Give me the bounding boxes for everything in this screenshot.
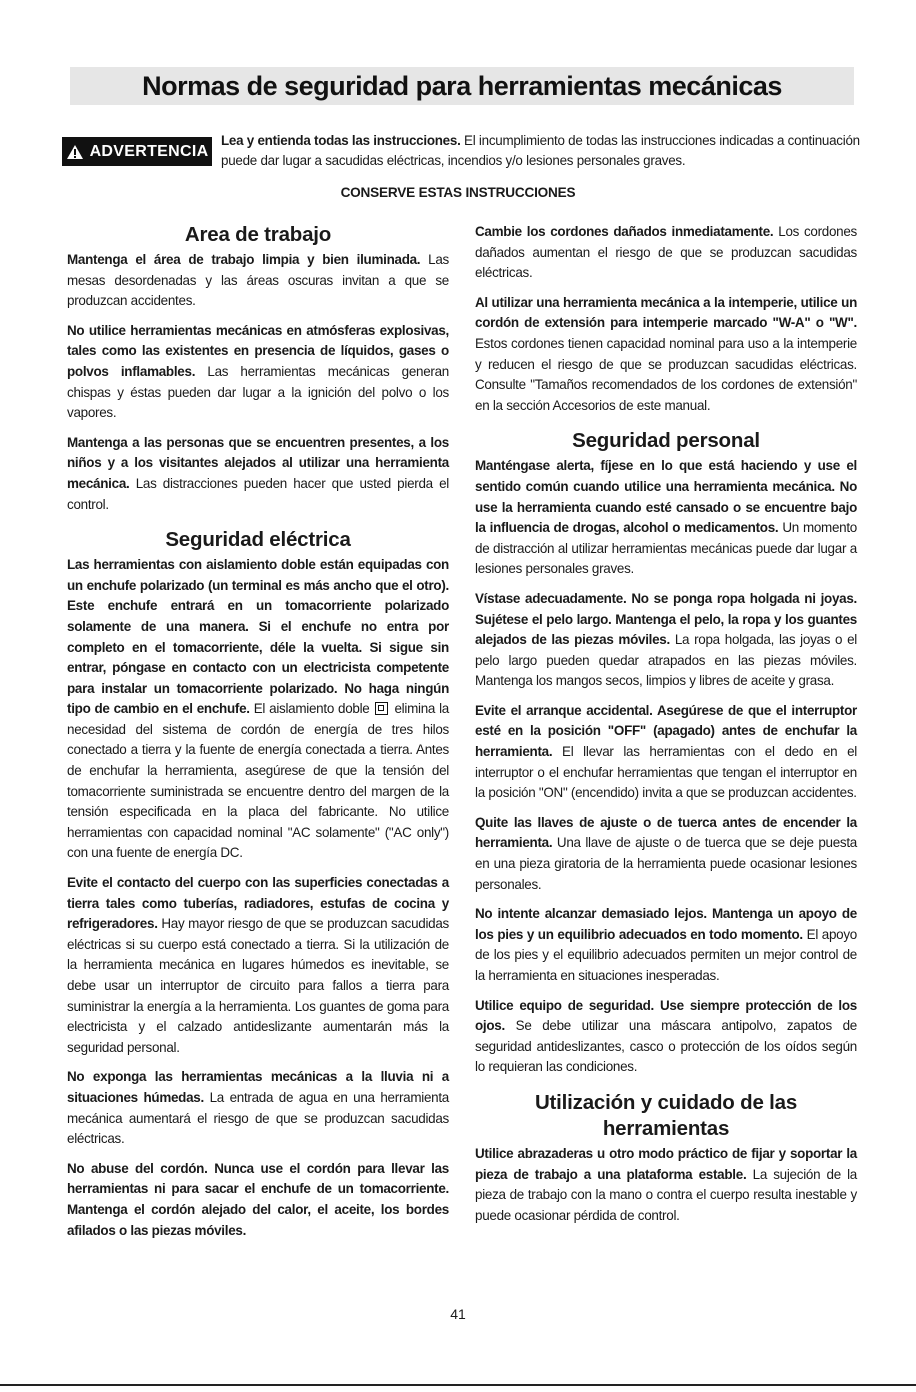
paragraph-lead: Mantenga el área de trabajo limpia y bien iluminada.	[67, 252, 421, 267]
paragraph-lead: Cambie los cordones dañados inmediatamente.	[475, 224, 774, 239]
paragraph-body: La entrada de agua en una herramienta mecánica aumentará el riesgo de que se produzcan sacudidas eléctricas.	[67, 1089, 449, 1147]
paragraph-body: Una llave de ajuste o de tuerca que se deje puesta en una pieza giratoria de la herramienta puede ocasionar lesiones personales.	[475, 835, 857, 892]
warning-triangle-icon	[66, 144, 84, 160]
paragraph-body: La ropa holgada, las joyas o el pelo largo pueden quedar atrapados en las piezas móviles. Mantenga los mangos secos, limpios y libres de aceite y grasa.	[475, 632, 857, 689]
paragraph-lead: Quite las llaves de ajuste o de tuerca antes de encender la herramienta.	[475, 814, 857, 851]
paragraph-body: Las mesas desordenadas y las áreas oscuras invitan a que se produzcan accidentes.	[67, 252, 449, 309]
paragraph	[67, 321, 449, 424]
paragraph	[67, 433, 449, 515]
paragraph	[475, 222, 857, 284]
paragraph-lead: Evite el contacto del cuerpo con las superficies conectadas a tierra tales como tuberías, radiadores, estufas de cocina y refrigeradores.	[67, 875, 449, 932]
paragraph-body: La sujeción de la pieza de trabajo con la mano o contra el cuerpo resulta inestable y puede ocasionar pérdida de control.	[475, 1166, 857, 1223]
paragraph-body: Los cordones dañados aumentan el riesgo de que se produzcan sacudidas eléctricas.	[475, 224, 857, 281]
paragraph	[475, 813, 857, 895]
paragraph	[67, 873, 449, 1058]
paragraph-body: Un momento de distracción al utilizar herramientas mecánicas puede dar lugar a lesiones personales graves.	[475, 520, 857, 577]
paragraph	[67, 555, 449, 864]
bottom-rule	[0, 1384, 916, 1386]
right-column	[475, 222, 857, 1235]
paragraph-lead: Manténgase alerta, fíjese en lo que está haciendo y use el sentido común cuando utilice una herramienta mecánica. No use la herramienta cuando esté cansado o se encuentre bajo la influencia de drogas, alcohol o medicamentos.	[475, 458, 857, 536]
page-title: Normas de seguridad para herramientas mecánicas	[142, 70, 782, 101]
paragraph	[67, 1067, 449, 1149]
paragraph-lead: No utilice herramientas mecánicas en atmósferas explosivas, tales como las existentes en presencia de líquidos, gases o polvos inflamables.	[67, 322, 449, 379]
heading-tool-use: Utilización y cuidado de las herramientas	[534, 1090, 798, 1140]
keep-instructions: CONSERVE ESTAS INSTRUCCIONES	[340, 185, 576, 200]
paragraph	[67, 1159, 449, 1241]
paragraph-body: elimina la necesidad del sistema de cordón de energía de tres hilos conectado a tierra y la fuente de energía conectada a tierra. Antes de enchufar la herramienta, asegúrese de que la tensión del tomacorriente suministrada se encuentre dentro del margen de la tensión especificada en la placa del fabricante. No utilice herramientas con capacidad nominal "AC solamente" ("AC only") con una fuente de energía DC.	[67, 701, 449, 861]
paragraph-lead: Utilice equipo de seguridad. Use siempre protección de los ojos.	[475, 997, 857, 1034]
paragraph	[475, 701, 857, 804]
paragraph-body: Hay mayor riesgo de que se produzcan sacudidas eléctricas si su cuerpo está conectado a tierra. Si la utilización de la herramienta mecánica en lugares húmedos es inevitable, se debe usar un interruptor de circuito para fallos a tierra para suministrar la energía a la herramienta. Los guantes de goma para electricista y el calzado antideslizante aumentarán más la seguridad personal.	[67, 916, 449, 1055]
paragraph	[475, 456, 857, 580]
paragraph	[475, 996, 857, 1078]
paragraph	[475, 1144, 857, 1226]
paragraph-body: El aislamiento doble	[249, 701, 374, 717]
warning-lead: Lea y entienda todas las instrucciones.	[221, 133, 461, 148]
paragraph-body: Las herramientas mecánicas generan chispas y éstas pueden dar lugar a la ignición del polvo o los vapores.	[67, 363, 449, 421]
paragraph-lead: No abuse del cordón. Nunca use el cordón para llevar las herramientas ni para sacar el enchufe de un tomacorriente. Mantenga el cordón alejado del calor, el aceite, los bordes afilados o las piezas móviles.	[67, 1160, 449, 1238]
paragraph-lead: Al utilizar una herramienta mecánica a la intemperie, utilice un cordón de extensión para intemperie marcado "W-A" o "W".	[475, 294, 857, 331]
paragraph	[67, 250, 449, 312]
paragraph-body: Estos cordones tienen capacidad nominal para uso a la intemperie y reducen el riesgo de que se produzcan sacudidas eléctricas. Consulte "Tamaños recomendados de los cordones de extensión" en la sección Accesorios de este manual.	[475, 335, 857, 413]
paragraph-body: El llevar las herramientas con el dedo en el interruptor o el enchufar herramientas que tengan el interruptor en la posición "ON" (encendido) invita a que se produzcan accidentes.	[475, 744, 857, 801]
heading-personal-safety: Seguridad personal	[572, 429, 760, 453]
paragraph-lead: No exponga las herramientas mecánicas a la lluvia ni a situaciones húmedas.	[67, 1069, 449, 1105]
left-column	[67, 222, 449, 1250]
warning-badge	[62, 137, 212, 166]
double-insulation-icon	[375, 702, 388, 715]
paragraph	[475, 904, 857, 986]
paragraph	[475, 293, 857, 417]
paragraph-lead: Mantenga a las personas que se encuentren presentes, a los niños y a los visitantes alejados al utilizar una herramienta mecánica.	[67, 434, 449, 491]
paragraph-lead: Las herramientas con aislamiento doble están equipadas con un enchufe polarizado (un terminal es más ancho que el otro). Este enchufe entrará en un tomacorriente polarizado solamente de una manera. Si el enchufe no entra por completo en el tomacorriente, déle la vuelta. Si sigue sin entrar, póngase en contacto con un electricista competente para instalar un tomacorriente polarizado. No haga ningún tipo de cambio en el enchufe.	[67, 557, 449, 717]
heading-electrical-safety: Seguridad eléctrica	[165, 528, 351, 552]
warning-box	[60, 131, 860, 175]
title-bar	[70, 67, 854, 105]
page-number: 41	[450, 1306, 466, 1322]
warning-badge-label: ADVERTENCIA	[89, 142, 209, 160]
paragraph-lead: Vístase adecuadamente. No se ponga ropa holgada ni joyas. Sujétese el pelo largo. Mantenga el pelo, la ropa y los guantes alejados de las piezas móviles.	[475, 590, 857, 648]
paragraph	[475, 589, 857, 692]
paragraph-lead: Evite el arranque accidental. Asegúrese de que el interruptor esté en la posición "OFF" (apagado) antes de enchufar la herramienta.	[475, 702, 857, 760]
paragraph-body: El apoyo de los pies y el equilibrio adecuados permiten un mejor control de la herramienta en situaciones inesperadas.	[475, 926, 857, 983]
warning-text	[221, 131, 861, 171]
heading-work-area: Area de trabajo	[184, 223, 332, 246]
paragraph-body: Las distracciones pueden hacer que usted pierda el control.	[67, 475, 449, 512]
paragraph-body: Se debe utilizar una máscara antipolvo, zapatos de seguridad antideslizantes, casco o protección de los oídos según lo requieran las condiciones.	[475, 1018, 857, 1075]
paragraph-lead: No intente alcanzar demasiado lejos. Mantenga un apoyo de los pies y un equilibrio adecuados en todo momento.	[475, 906, 857, 942]
paragraph-lead: Utilice abrazaderas u otro modo práctico de fijar y soportar la pieza de trabajo a una plataforma estable.	[475, 1145, 857, 1182]
warning-body: El incumplimiento de todas las instrucciones indicadas a continuación puede dar lugar a sacudidas eléctricas, incendios y/o lesiones personales graves.	[221, 133, 860, 168]
